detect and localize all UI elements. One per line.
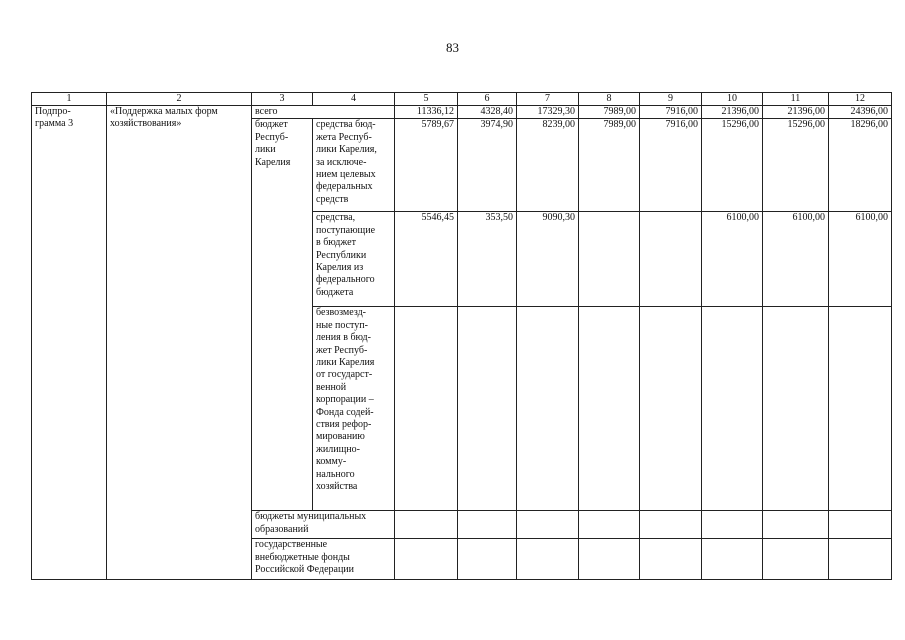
column-number: 3 [252, 93, 313, 106]
column-number: 10 [702, 93, 763, 106]
value-cell [640, 307, 702, 511]
value-cell: 9090,30 [517, 212, 579, 307]
value-cell: 21396,00 [702, 106, 763, 119]
municipal-label: бюджеты муниципальных образований [252, 511, 395, 539]
column-number-row [32, 93, 892, 106]
value-cell: 5546,45 [395, 212, 458, 307]
value-cell [517, 539, 579, 580]
column-number: 5 [395, 93, 458, 106]
value-cell: 3974,90 [458, 119, 517, 212]
value-cell [763, 511, 829, 539]
value-cell: 4328,40 [458, 106, 517, 119]
value-cell [395, 511, 458, 539]
value-cell: 18296,00 [829, 119, 892, 212]
column-number: 12 [829, 93, 892, 106]
value-cell: 7989,00 [579, 119, 640, 212]
value-cell [395, 307, 458, 511]
value-cell [829, 307, 892, 511]
value-cell [517, 307, 579, 511]
value-cell: 7916,00 [640, 106, 702, 119]
value-cell: 7916,00 [640, 119, 702, 212]
subprogram-code: Подпро- грамма 3 [32, 106, 107, 580]
extrabudgetary-label: государственные внебюджетные фонды Российской Федерации [252, 539, 395, 580]
page-number: 83 [446, 40, 459, 55]
value-cell [702, 307, 763, 511]
value-cell: 8239,00 [517, 119, 579, 212]
value-cell [579, 307, 640, 511]
regional-budget-label: бюджет Респуб- лики Карелия [252, 119, 313, 511]
total-label: всего [252, 106, 395, 119]
value-cell: 6100,00 [702, 212, 763, 307]
source-label: средства, поступающие в бюджет Республики Карелия из федерального бюджета [313, 212, 395, 307]
value-cell [458, 511, 517, 539]
column-number: 7 [517, 93, 579, 106]
value-cell: 5789,67 [395, 119, 458, 212]
column-number: 4 [313, 93, 395, 106]
value-cell [763, 539, 829, 580]
value-cell [517, 511, 579, 539]
source-label: безвозмезд- ные поступ- ления в бюд- жет Респуб- лики Карелия от государст- венной корпорации – Фонда содей- ствия рефор- мированию жилищно- комму- нального хозяйства [313, 307, 395, 511]
value-cell: 7989,00 [579, 106, 640, 119]
value-cell: 6100,00 [829, 212, 892, 307]
value-cell [579, 539, 640, 580]
subprogram-name: «Поддержка малых форм хозяйствования» [107, 106, 252, 580]
value-cell [640, 539, 702, 580]
column-number: 8 [579, 93, 640, 106]
value-cell [763, 307, 829, 511]
value-cell [702, 511, 763, 539]
value-cell [579, 212, 640, 307]
value-cell [829, 511, 892, 539]
value-cell [458, 539, 517, 580]
total-row [32, 106, 892, 119]
value-cell: 15296,00 [702, 119, 763, 212]
value-cell: 24396,00 [829, 106, 892, 119]
value-cell [395, 539, 458, 580]
value-cell [702, 539, 763, 580]
column-number: 11 [763, 93, 829, 106]
value-cell [640, 212, 702, 307]
column-number: 2 [107, 93, 252, 106]
value-cell [640, 511, 702, 539]
column-number: 6 [458, 93, 517, 106]
budget-table [31, 92, 892, 580]
source-label: средства бюд- жета Респуб- лики Карелия, за исключе- нием целевых федеральных средств [313, 119, 395, 212]
value-cell: 17329,30 [517, 106, 579, 119]
column-number: 9 [640, 93, 702, 106]
value-cell: 353,50 [458, 212, 517, 307]
value-cell: 15296,00 [763, 119, 829, 212]
value-cell [458, 307, 517, 511]
value-cell [579, 511, 640, 539]
column-number: 1 [32, 93, 107, 106]
value-cell: 21396,00 [763, 106, 829, 119]
value-cell: 6100,00 [763, 212, 829, 307]
value-cell: 11336,12 [395, 106, 458, 119]
value-cell [829, 539, 892, 580]
